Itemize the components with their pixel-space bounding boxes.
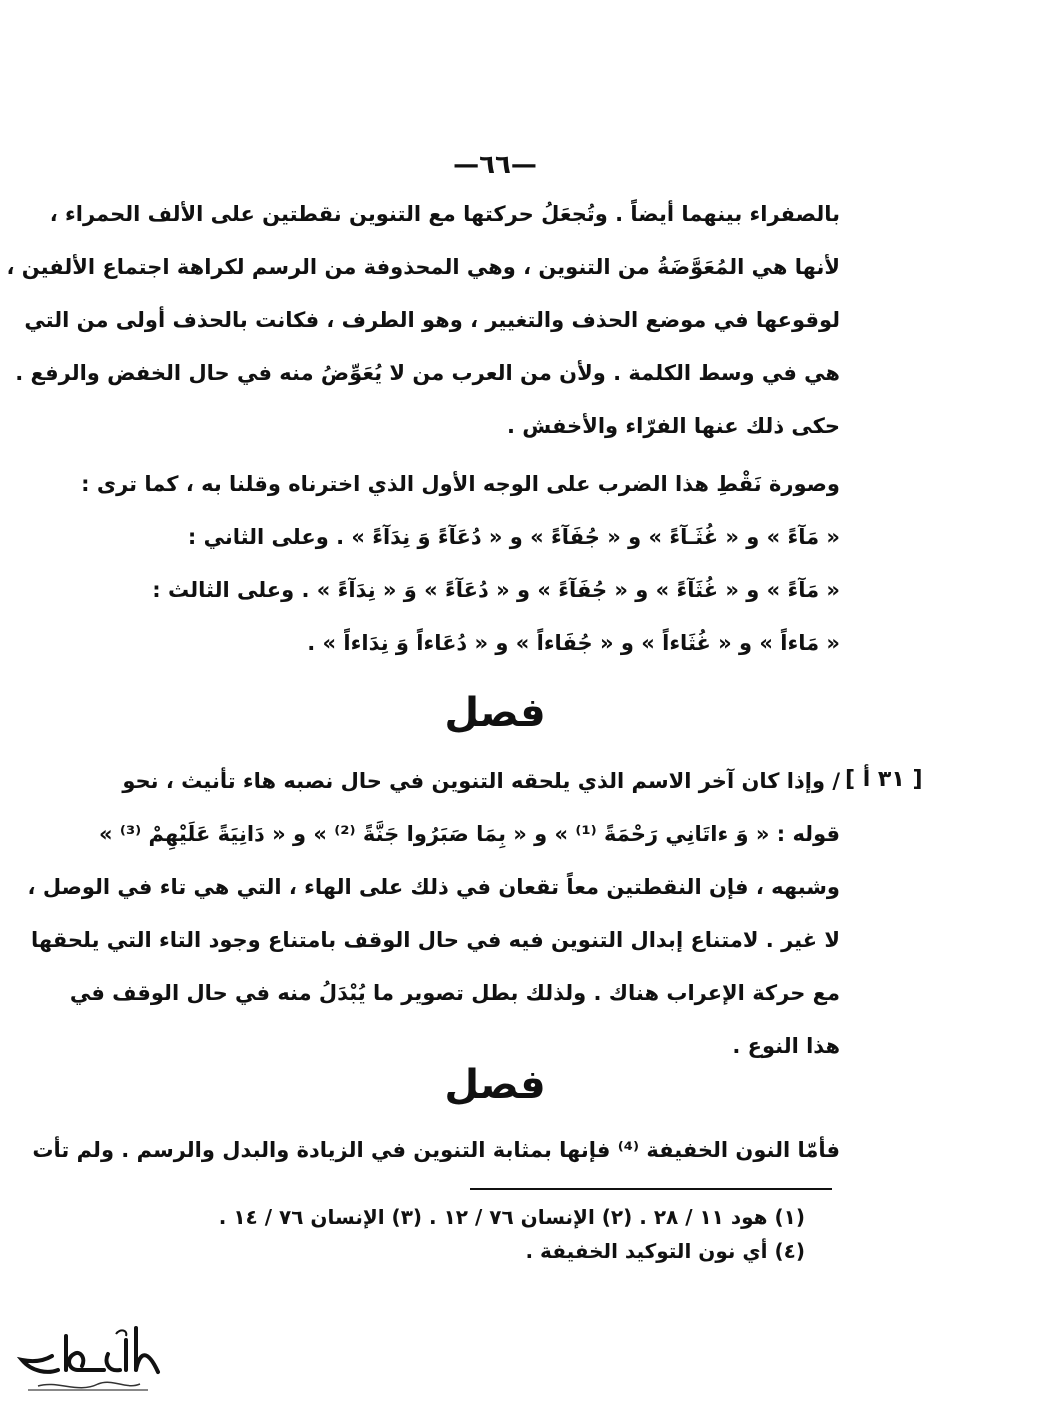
- text-line: فأمّا النون الخفيفة ⁽⁴⁾ فإنها بمثابة التنوين في الزيادة والبدل والرسم . ولم تأت: [32, 1138, 840, 1162]
- section-heading: فصل: [444, 690, 546, 736]
- paragraph-4: [32, 1124, 840, 1177]
- footnotes: [140, 1200, 805, 1268]
- calligraphic-stamp-logo: [8, 1310, 168, 1410]
- footnote: (١) هود ١١ / ٢٨ . (٢) الإنسان ٧٦ / ١٢ . (٣) الإنسان ٧٦ / ١٤ .: [218, 1205, 805, 1229]
- text-line: وشبهه ، فإن النقطتين معاً تقعان في ذلك على الهاء ، التي هي تاء في الوصل ،: [27, 875, 840, 899]
- text-line: قوله : « وَ ءاتَانِي رَحْمَةً ⁽¹⁾ » و « بِمَا صَبَرُوا جَنَّةً ⁽²⁾ » و « دَانِيَةً عَلَيْهِمْ ⁽³⁾ »: [99, 822, 840, 846]
- page-number: —٦٦—: [453, 150, 537, 180]
- text-line: « مَاءاً » و « غُثَاءاً » و « جُفَاءاً » و « دُعَاءاً وَ نِدَاءاً » .: [307, 631, 840, 655]
- section-heading: فصل: [444, 1062, 546, 1108]
- text-line: « مَآءً » و « غُثَآءً » و « جُفَآءً » و « دُعَآءً » وَ « نِدَآءً » . وعلى الثالث :: [152, 578, 840, 602]
- footnote-separator: [470, 1188, 832, 1190]
- text-line: وصورة نَقْطِ هذا الضرب على الوجه الأول الذي اخترناه وقلنا به ، كما ترى :: [81, 472, 840, 496]
- text-line: حكى ذلك عنها الفرّاء والأخفش .: [506, 414, 840, 438]
- text-line: لأنها هي المُعَوَّضَةُ من التنوين ، وهي المحذوفة من الرسم لكراهة اجتماع الألفين ،: [6, 255, 840, 279]
- text-line: بالصفراء بينهما أيضاً . وتُجعَلُ حركتها مع التنوين نقطتين على الألف الحمراء ،: [49, 202, 840, 226]
- text-line: / وإذا كان آخر الاسم الذي يلحقه التنوين في حال نصبه هاء تأنيث ، نحو: [122, 769, 840, 793]
- text-line: هي في وسط الكلمة . ولأن من العرب من لا يُعَوِّضُ منه في حال الخفض والرفع .: [15, 361, 840, 385]
- text-line: لوقوعها في موضع الحذف والتغيير ، وهو الطرف ، فكانت بالحذف أولى من التي: [24, 308, 840, 332]
- paragraph-3: [27, 755, 840, 1073]
- manuscript-folio-marker: [ ٣١ أ ]: [845, 767, 923, 792]
- paragraph-2: [81, 458, 840, 670]
- text-line: هذا النوع .: [732, 1034, 840, 1058]
- text-line: مع حركة الإعراب هناك . ولذلك بطل تصوير ما يُبْدَلُ منه في حال الوقف في: [69, 981, 840, 1005]
- footnote: (٤) أي نون التوكيد الخفيفة .: [525, 1239, 805, 1263]
- text-line: لا غير . لامتناع إبدال التنوين فيه في حال الوقف بامتناع وجود التاء التي يلحقها: [31, 928, 840, 952]
- text-line: « مَآءً » و « غُثَـآءً » و « جُفَآءً » و « دُعَآءً وَ نِدَآءً » . وعلى الثاني :: [187, 525, 840, 549]
- paragraph-1: [6, 188, 840, 453]
